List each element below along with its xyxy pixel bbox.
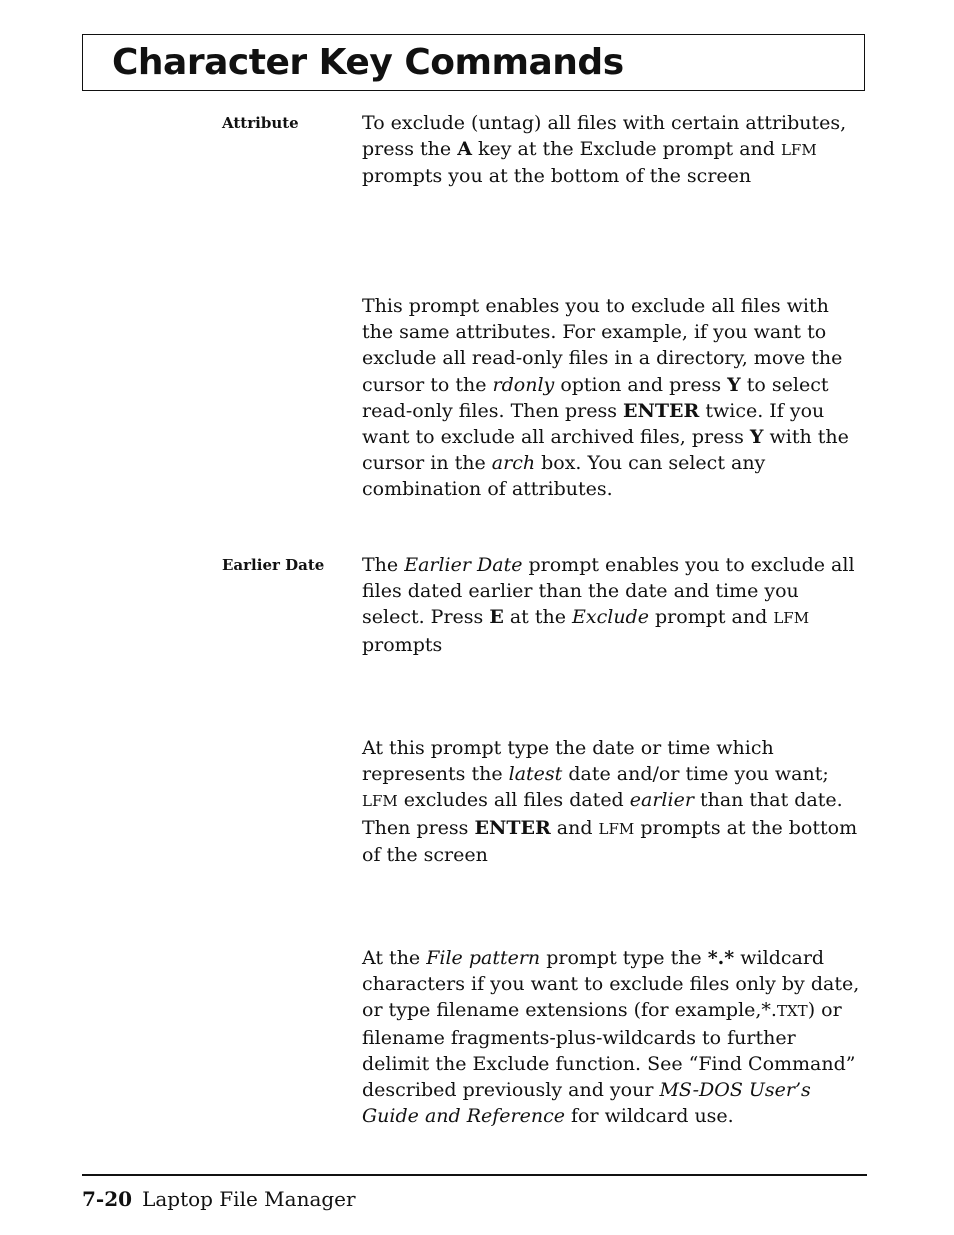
paragraph-attribute-intro: To exclude (untag) all files with certain attributes, press the A key at the Exclude prompt and LFM prompts you at the bottom of the screen <box>362 112 847 188</box>
side-label-earlier-date: Earlier Date <box>222 556 325 574</box>
section-header <box>82 34 865 91</box>
page-footer <box>82 1187 356 1211</box>
page-number: 7-20 <box>82 1187 133 1211</box>
page-title: Character Key Commands <box>112 42 624 83</box>
side-label-attribute: Attribute <box>222 114 299 132</box>
paragraph-earlier-date-intro: The Earlier Date prompt enables you to exclude all files dated earlier than the date and time you select. Press E at the Exclude prompt and LFM prompts <box>362 554 855 656</box>
paragraph-earlier-date-latest: At this prompt type the date or time which represents the latest date and/or time you want; LFM excludes all files dated earlier than that date. Then press ENTER and LFM prompts at the bottom of the screen <box>362 737 858 866</box>
paragraph-attribute-detail: This prompt enables you to exclude all files with the same attributes. For example, if you want to exclude all read-only files in a directory, move the cursor to the rdonly option and press Y to select read-only files. Then press ENTER twice. If you want to exclude all archived files, press Y with the cursor in the arch box. You can select any combination of attributes. <box>362 295 849 501</box>
footer-rule <box>82 1174 867 1176</box>
footer-title: Laptop File Manager <box>142 1187 356 1211</box>
paragraph-file-pattern: At the File pattern prompt type the *.* wildcard characters if you want to exclude files only by date, or type filename extensions (for example,*.TXT) or filename fragments-plus-wildcards to further delimit the Exclude function. See “Find Command” described previously and your MS-DOS User’s Guide and Reference for wildcard use. <box>362 947 860 1128</box>
